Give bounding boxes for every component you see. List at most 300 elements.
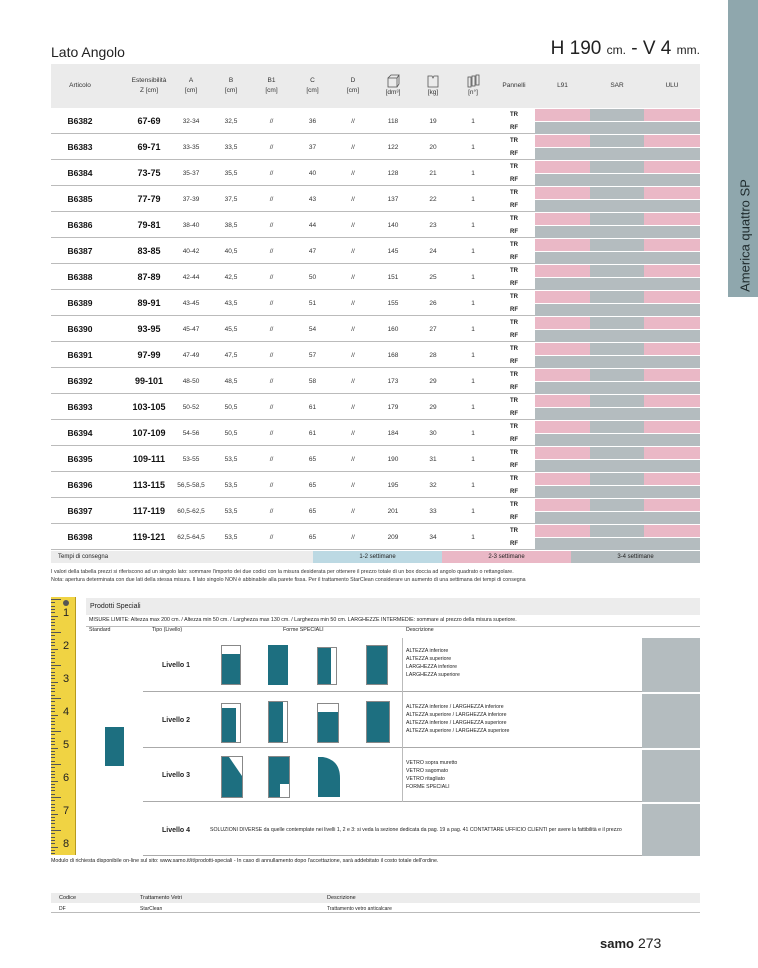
col-ulu: ULU [665, 82, 679, 89]
ruler-tick [51, 847, 58, 848]
swatch-ulu-rf [644, 278, 700, 290]
code-df: DF [59, 906, 66, 912]
ruler-tick [51, 691, 55, 692]
measure-h-unit: cm. [606, 43, 626, 57]
shape-l2-d-icon [366, 701, 390, 743]
cell-b1: // [269, 481, 274, 489]
measure-h: H 190 [550, 38, 602, 59]
swatch-l91-rf [535, 148, 590, 160]
cell-vol: 155 [387, 299, 399, 307]
cell-code: B6396 [67, 480, 93, 490]
ruler-pin-icon [63, 600, 69, 606]
swatch-l91-rf [535, 538, 590, 550]
panel-rf: RF [510, 176, 518, 183]
swatch-l91-tr [535, 447, 590, 459]
ruler-tick [51, 649, 58, 650]
cell-c: 36 [308, 117, 317, 125]
col-estensibilita: Estensibilità Z [cm] [131, 77, 167, 94]
ruler-tick [51, 724, 55, 725]
swatch-sar-tr [590, 473, 644, 485]
ruler-tick [51, 678, 55, 679]
cell-range: 97-99 [137, 350, 161, 360]
ruler-tick [51, 658, 55, 659]
ruler-tick [51, 800, 55, 801]
cell-vol: 145 [387, 247, 399, 255]
cell-n: 1 [471, 377, 475, 385]
swatch-sar-rf [590, 408, 644, 420]
swatch-l91-tr [535, 161, 590, 173]
swatch-ulu-rf [644, 200, 700, 212]
cell-a: 33-35 [182, 143, 200, 151]
note-line-2: Nota: apertura determinata con due lati della stessa misura. Il lato singolo NON è abbinabile alla parete fissa. Per il trattamento StarClean considerare un aumento di una settimana dei tempi di consegna [51, 577, 526, 583]
cell-kg: 33 [429, 507, 437, 515]
panel-rf: RF [510, 358, 518, 365]
cell-b: 48,5 [224, 377, 238, 385]
cell-n: 1 [471, 403, 475, 411]
cell-d: // [351, 169, 355, 177]
swatch-sar-rf [590, 538, 644, 550]
ruler-tick [51, 843, 55, 844]
cell-b1: // [269, 273, 274, 281]
table-row [51, 186, 700, 212]
table-row [51, 394, 700, 420]
cell-a: 50-52 [182, 403, 200, 411]
cell-a: 37-39 [182, 195, 200, 203]
panels-icon [466, 74, 480, 88]
page-title: Lato Angolo [51, 44, 125, 60]
ruler-tick [51, 642, 55, 643]
ruler [51, 597, 76, 855]
code-starclean: StarClean [140, 906, 163, 912]
ruler-tick [51, 807, 55, 808]
col-b: B [cm] [224, 77, 238, 94]
ruler-tick [51, 718, 55, 719]
cell-kg: 31 [429, 455, 437, 463]
cell-b1: // [269, 325, 274, 333]
cell-kg: 34 [429, 533, 437, 541]
ruler-tick [51, 599, 61, 600]
ruler-tick [51, 616, 58, 617]
swatch-ulu-tr [644, 161, 700, 173]
cell-range: 103-105 [132, 402, 166, 412]
cell-range: 87-89 [137, 272, 161, 282]
ruler-tick [51, 609, 55, 610]
cell-range: 89-91 [137, 298, 161, 308]
cell-n: 1 [471, 117, 475, 125]
col-volume: [dm³] [373, 64, 413, 108]
swatch-sar-rf [590, 486, 644, 498]
ruler-tick [51, 748, 58, 749]
table-row [51, 264, 700, 290]
panel-rf: RF [510, 228, 518, 235]
ruler-tick [51, 682, 58, 683]
shape-l1-c-icon [317, 647, 337, 685]
swatch-ulu-rf [644, 174, 700, 186]
ruler-tick [51, 820, 55, 821]
level-2-row [143, 694, 642, 748]
panel-tr: TR [510, 111, 518, 118]
weight-icon [426, 74, 440, 88]
cell-a: 32-34 [182, 117, 200, 125]
level-1-grey [642, 638, 700, 692]
swatch-sar-tr [590, 421, 644, 433]
ruler-number: 3 [63, 673, 70, 685]
ruler-tick [51, 794, 55, 795]
ruler-tick [51, 721, 55, 722]
cell-c: 65 [308, 455, 317, 463]
ruler-tick [51, 619, 55, 620]
ruler-tick [51, 837, 55, 838]
cell-vol: 201 [387, 507, 399, 515]
ruler-tick [51, 685, 55, 686]
panel-rf: RF [510, 462, 518, 469]
cell-c: 47 [308, 247, 317, 255]
cell-kg: 19 [429, 117, 437, 125]
cell-c: 54 [308, 325, 317, 333]
ruler-number: 1 [63, 607, 70, 619]
panel-rf: RF [510, 254, 518, 261]
level-1-name: Livello 1 [162, 662, 191, 669]
cell-range: 69-71 [137, 142, 161, 152]
cell-range: 79-81 [137, 220, 161, 230]
swatch-ulu-tr [644, 109, 700, 121]
cell-b: 43,5 [224, 299, 238, 307]
panel-rf: RF [510, 280, 518, 287]
code-descr: Trattamento vetro anticalcare [327, 906, 392, 912]
ruler-tick [51, 777, 55, 778]
ruler-tick [51, 830, 61, 831]
table-row [51, 316, 700, 342]
ruler-number: 8 [63, 838, 70, 850]
note-line-1: I valori della tabella prezzi si riferiscono ad un singolo lato: sommare l'importo dei due codici con la misura desiderata per ottenere il prezzo totale di un box doccia ad angolo quadrato o rettangolare. [51, 569, 514, 575]
table-row [51, 238, 700, 264]
level-4-name: Livello 4 [162, 827, 191, 834]
cell-d: // [351, 533, 355, 541]
level-2-grey [642, 694, 700, 748]
col-d: D [cm] [346, 77, 360, 94]
col-articolo: Articolo [69, 82, 91, 89]
ruler-tick [51, 810, 55, 811]
swatch-l91-rf [535, 330, 590, 342]
col-weight: [kg] [413, 64, 453, 108]
cell-d: // [351, 429, 355, 437]
table-row [51, 472, 700, 498]
ruler-tick [51, 625, 55, 626]
cell-code: B6392 [67, 376, 93, 386]
cell-b1: // [269, 455, 274, 463]
ruler-tick [51, 645, 55, 646]
swatch-sar-tr [590, 343, 644, 355]
cell-b: 40,5 [224, 247, 238, 255]
swatch-ulu-tr [644, 473, 700, 485]
ruler-tick [51, 708, 55, 709]
cell-n: 1 [471, 351, 475, 359]
swatch-sar-rf [590, 382, 644, 394]
cell-b1: // [269, 351, 274, 359]
cell-b: 37,5 [224, 195, 238, 203]
swatch-sar-tr [590, 499, 644, 511]
cell-a: 42-44 [182, 273, 200, 281]
footer [600, 935, 661, 951]
panel-rf: RF [510, 332, 518, 339]
hdr-descrizione: Descrizione [406, 627, 434, 633]
panel-tr: TR [510, 267, 518, 274]
cell-n: 1 [471, 533, 475, 541]
cell-n: 1 [471, 247, 475, 255]
cell-b: 50,5 [224, 429, 238, 437]
cell-code: B6382 [67, 116, 93, 126]
cell-b: 32,5 [224, 117, 238, 125]
cell-b: 50,5 [224, 403, 238, 411]
cell-b: 38,5 [224, 221, 238, 229]
swatch-sar-rf [590, 252, 644, 264]
swatch-ulu-tr [644, 499, 700, 511]
hdr-codes-descr: Descrizione [327, 895, 356, 901]
cell-n: 1 [471, 455, 475, 463]
ruler-tick [51, 728, 55, 729]
swatch-sar-tr [590, 109, 644, 121]
shape-l1-b-icon [268, 645, 288, 685]
cell-kg: 29 [429, 403, 437, 411]
swatch-ulu-rf [644, 304, 700, 316]
table-row [51, 134, 700, 160]
cell-a: 43-45 [182, 299, 200, 307]
ruler-tick [51, 751, 55, 752]
ruler-tick [51, 797, 61, 798]
cell-b1: // [269, 403, 274, 411]
ruler-tick [51, 612, 55, 613]
cell-b: 53,5 [224, 481, 238, 489]
cell-code: B6398 [67, 532, 93, 542]
swatch-l91-tr [535, 421, 590, 433]
swatch-sar-rf [590, 460, 644, 472]
cell-range: 67-69 [137, 116, 161, 126]
cell-range: 73-75 [137, 168, 161, 178]
cell-d: // [351, 351, 355, 359]
swatch-sar-tr [590, 369, 644, 381]
shape-l2-a-icon [221, 703, 241, 743]
swatch-l91-tr [535, 135, 590, 147]
cell-c: 37 [308, 143, 317, 151]
swatch-l91-tr [535, 109, 590, 121]
cell-vol: 209 [387, 533, 399, 541]
ruler-tick [51, 767, 55, 768]
swatch-l91-tr [535, 525, 590, 537]
ruler-tick [51, 754, 55, 755]
panel-tr: TR [510, 241, 518, 248]
ruler-tick [51, 602, 55, 603]
swatch-ulu-rf [644, 434, 700, 446]
ruler-tick [51, 668, 55, 669]
tempi-2-3: 2-3 settimane [442, 551, 571, 563]
shape-l1-a-icon [221, 645, 241, 685]
swatch-sar-tr [590, 317, 644, 329]
swatch-l91-tr [535, 213, 590, 225]
cell-vol: 118 [387, 117, 399, 125]
cell-range: 107-109 [132, 428, 166, 438]
ruler-tick [51, 787, 55, 788]
ruler-number: 4 [63, 706, 70, 718]
ruler-tick [51, 655, 55, 656]
cell-kg: 32 [429, 481, 437, 489]
table-row [51, 420, 700, 446]
cell-vol: 195 [387, 481, 399, 489]
swatch-sar-rf [590, 174, 644, 186]
swatch-l91-rf [535, 252, 590, 264]
cell-kg: 26 [429, 299, 437, 307]
swatch-sar-rf [590, 356, 644, 368]
panel-tr: TR [510, 371, 518, 378]
ruler-tick [51, 850, 55, 851]
cell-vol: 168 [387, 351, 399, 359]
cell-n: 1 [471, 299, 475, 307]
col-b1: B1 [cm] [265, 77, 278, 94]
ruler-tick [51, 771, 55, 772]
cell-a: 53-55 [182, 455, 200, 463]
cell-kg: 29 [429, 377, 437, 385]
swatch-ulu-rf [644, 382, 700, 394]
cell-kg: 20 [429, 143, 437, 151]
swatch-sar-rf [590, 278, 644, 290]
cell-b: 53,5 [224, 507, 238, 515]
module-note: Modulo di richiesta disponibile on-line sul sito: www.samo.it/it/prodotti-speciali - In caso di annullamento dopo l'accettazione, sarà addebitato il costo totale dell'ordine. [51, 858, 439, 864]
swatch-ulu-tr [644, 239, 700, 251]
swatch-l91-rf [535, 278, 590, 290]
box-volume-icon [386, 74, 400, 88]
cell-d: // [351, 247, 355, 255]
swatch-l91-tr [535, 187, 590, 199]
col-c: C [cm] [306, 77, 319, 94]
cell-vol: 173 [387, 377, 399, 385]
swatch-ulu-rf [644, 252, 700, 264]
measure-heading [520, 38, 700, 60]
ruler-tick [51, 672, 55, 673]
hdr-forme: Forme SPECIALI [283, 627, 324, 633]
level-4-desc: SOLUZIONI DIVERSE da quelle contemplate nei livelli 1, 2 e 3: si veda la sezione dedicata da pag. 19 a pag. 41 CONTATTARE UFFICIO CLIENTI per avere la fattibilità e il prezzo [210, 827, 622, 833]
cell-c: 50 [308, 273, 317, 281]
ruler-number: 5 [63, 739, 70, 751]
hdr-tipo: Tipo (Livello) [152, 627, 183, 633]
ruler-tick [51, 741, 55, 742]
cell-n: 1 [471, 325, 475, 333]
ruler-tick [51, 790, 55, 791]
tempi-3-4: 3-4 settimane [571, 551, 700, 563]
panel-tr: TR [510, 319, 518, 326]
swatch-sar-rf [590, 226, 644, 238]
cell-range: 83-85 [137, 246, 161, 256]
level-3-name: Livello 3 [162, 772, 191, 779]
side-tab [728, 0, 758, 297]
swatch-sar-tr [590, 239, 644, 251]
ruler-tick [51, 698, 61, 699]
swatch-ulu-tr [644, 395, 700, 407]
ruler-tick [51, 715, 58, 716]
swatch-sar-rf [590, 304, 644, 316]
panel-tr: TR [510, 189, 518, 196]
cell-c: 65 [308, 481, 317, 489]
cell-c: 43 [308, 195, 317, 203]
ruler-tick [51, 731, 61, 732]
ruler-tick [51, 744, 55, 745]
table-row [51, 446, 700, 472]
cell-b1: // [269, 117, 274, 125]
ruler-tick [51, 606, 55, 607]
swatch-ulu-rf [644, 330, 700, 342]
cell-range: 99-101 [134, 376, 164, 386]
cell-n: 1 [471, 273, 475, 281]
cell-kg: 21 [429, 169, 437, 177]
ruler-number: 2 [63, 640, 70, 652]
panel-rf: RF [510, 410, 518, 417]
col-sar: SAR [610, 82, 624, 89]
ruler-tick [51, 734, 55, 735]
ruler-tick [51, 814, 58, 815]
panel-tr: TR [510, 475, 518, 482]
cell-vol: 128 [387, 169, 399, 177]
table-row [51, 524, 700, 550]
cell-b1: // [269, 143, 274, 151]
cell-d: // [351, 143, 355, 151]
swatch-l91-tr [535, 239, 590, 251]
ruler-tick [51, 675, 55, 676]
ruler-tick [51, 827, 55, 828]
cell-vol: 179 [387, 403, 399, 411]
cell-d: // [351, 299, 355, 307]
cell-b: 45,5 [224, 325, 238, 333]
cell-range: 93-95 [137, 324, 161, 334]
panel-tr: TR [510, 163, 518, 170]
panel-rf: RF [510, 488, 518, 495]
cell-a: 60,5-62,5 [177, 507, 205, 515]
panel-tr: TR [510, 137, 518, 144]
cell-a: 35-37 [182, 169, 200, 177]
cell-a: 62,5-64,5 [177, 533, 205, 541]
swatch-ulu-tr [644, 447, 700, 459]
level-2-name: Livello 2 [162, 717, 191, 724]
cell-code: B6389 [67, 298, 93, 308]
cell-d: // [351, 455, 355, 463]
brand-logo: samo [600, 936, 634, 951]
col-count: [n°] [453, 64, 493, 108]
cell-range: 119-121 [132, 532, 166, 542]
ruler-tick [51, 817, 55, 818]
swatch-l91-rf [535, 486, 590, 498]
cell-b: 35,5 [224, 169, 238, 177]
cell-d: // [351, 377, 355, 385]
ruler-tick [51, 833, 55, 834]
cell-n: 1 [471, 169, 475, 177]
cell-n: 1 [471, 481, 475, 489]
ruler-number: 7 [63, 805, 70, 817]
panel-rf: RF [510, 514, 518, 521]
swatch-ulu-rf [644, 356, 700, 368]
ruler-tick [51, 662, 55, 663]
cell-kg: 24 [429, 247, 437, 255]
level-1-row [143, 638, 642, 692]
cell-b1: // [269, 429, 274, 437]
swatch-l91-tr [535, 473, 590, 485]
swatch-sar-tr [590, 395, 644, 407]
ruler-tick [51, 622, 55, 623]
ruler-tick [51, 695, 55, 696]
table-row [51, 108, 700, 134]
cell-code: B6385 [67, 194, 93, 204]
cell-c: 40 [308, 169, 317, 177]
panel-rf: RF [510, 306, 518, 313]
codes-table-header [51, 893, 700, 903]
cell-range: 77-79 [137, 194, 161, 204]
panel-tr: TR [510, 397, 518, 404]
